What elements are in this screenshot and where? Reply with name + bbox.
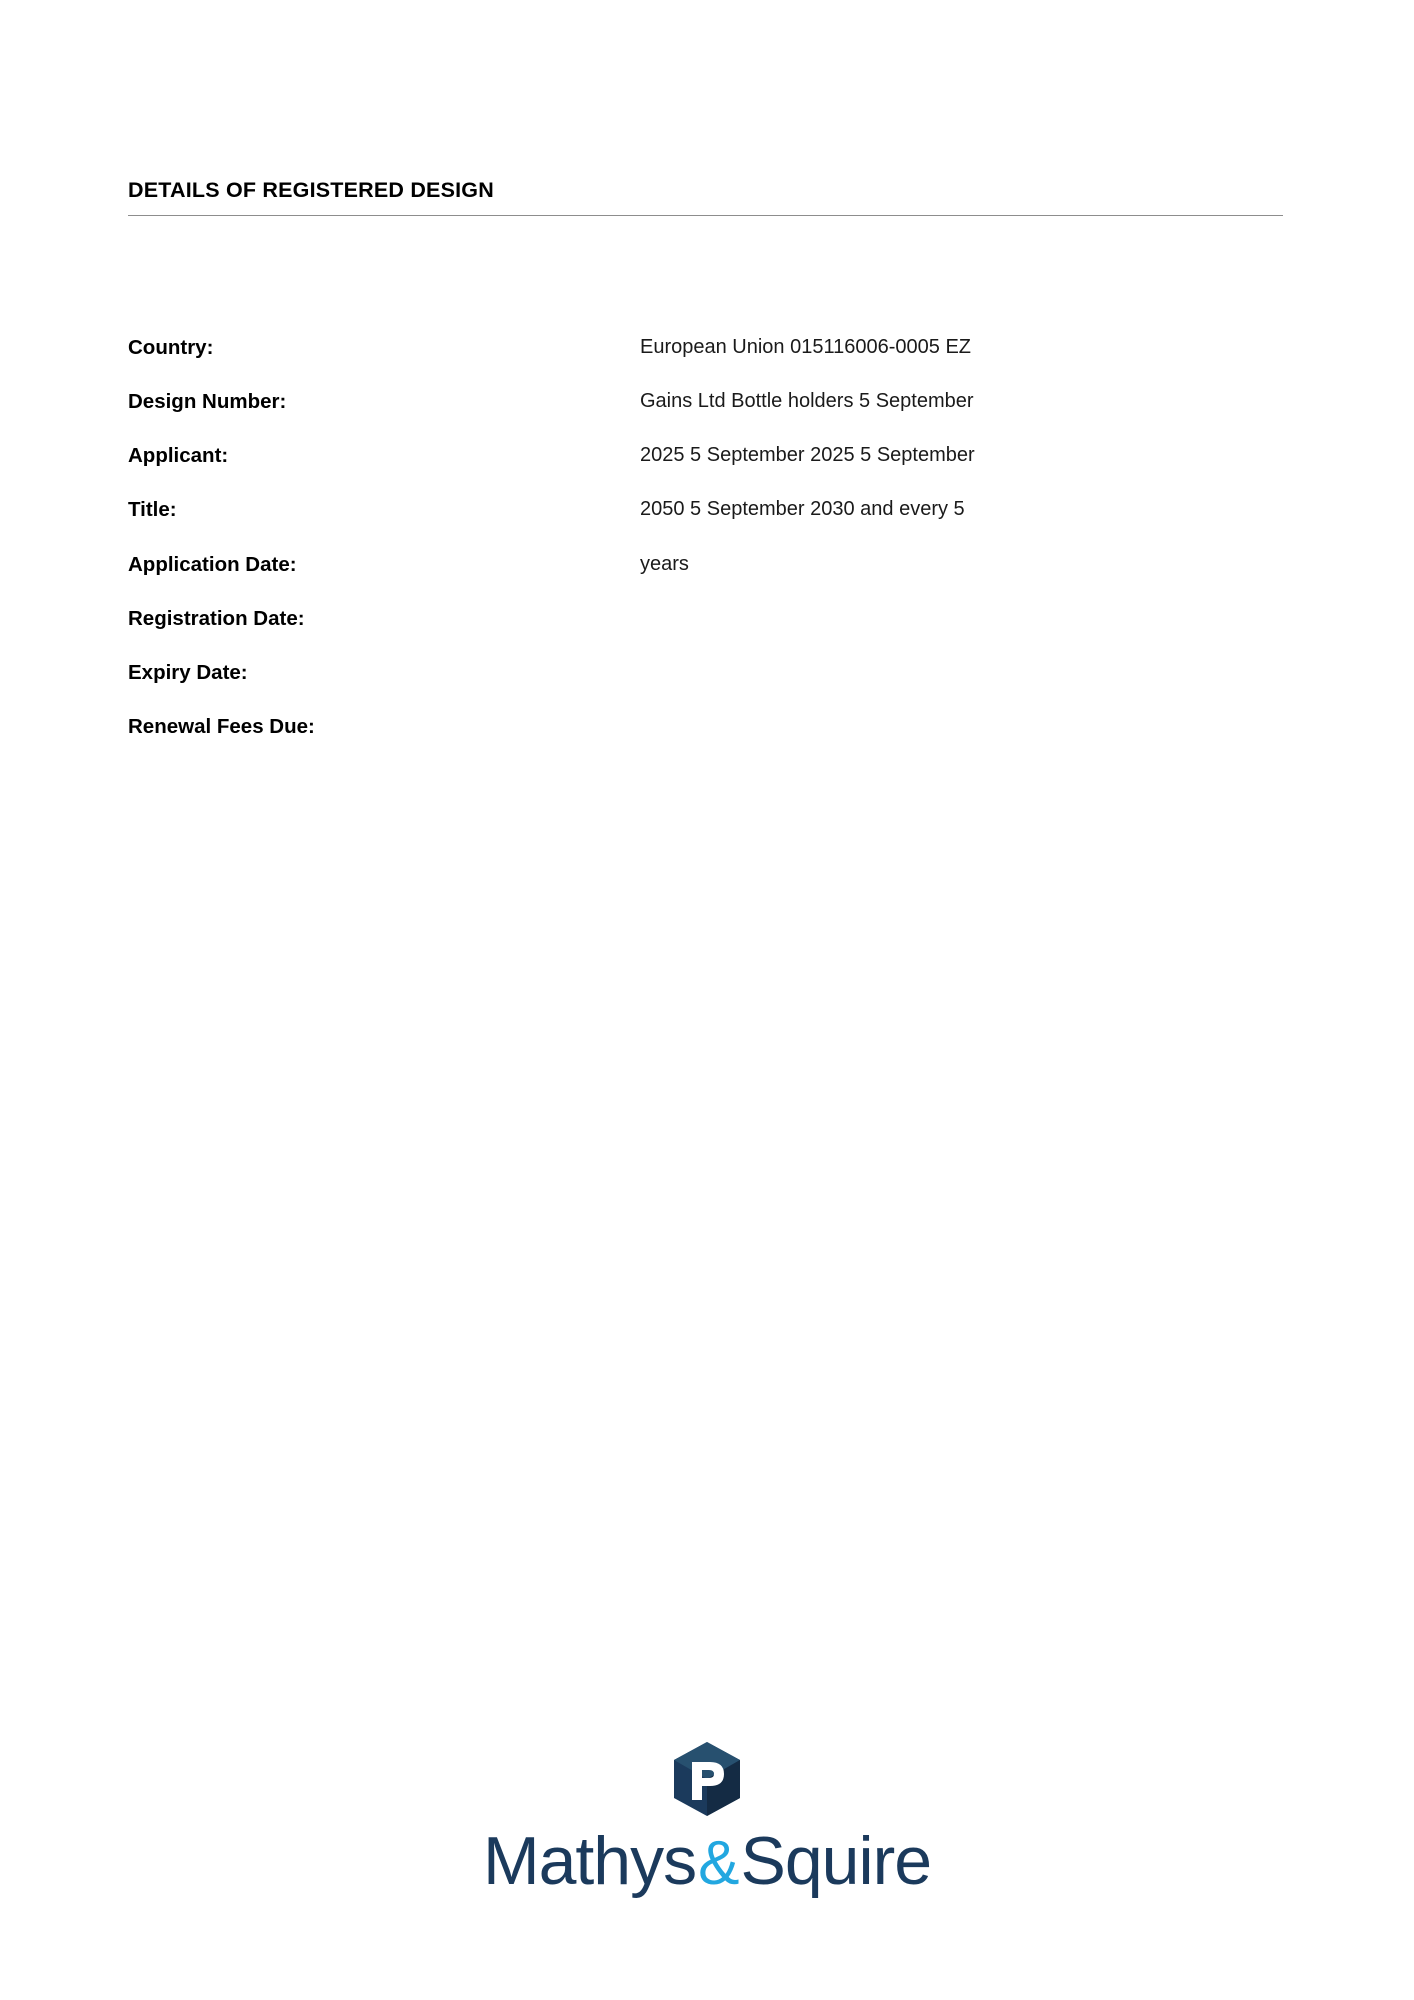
detail-row	[128, 552, 1288, 578]
field-label-renewal-fees-due: Renewal Fees Due:	[128, 714, 315, 738]
registered-design-details	[128, 335, 1288, 768]
field-label-title: Title:	[128, 498, 177, 522]
footer-logo	[0, 1740, 1414, 1900]
field-label-application-date: Application Date:	[128, 552, 297, 576]
field-value-country: European Union 015116006-0005 EZ	[640, 336, 971, 358]
field-value-applicant: 2025 5 September 2025 5 September	[640, 444, 975, 467]
brand-wordmark	[483, 1822, 931, 1900]
field-value-title: 2050 5 September 2030 and every 5	[640, 498, 965, 521]
wordmark-squire: Squire	[740, 1823, 932, 1899]
detail-row	[128, 660, 1288, 686]
page-title: DETAILS OF REGISTERED DESIGN	[128, 178, 1283, 216]
field-value-application-date: years	[640, 552, 689, 575]
wordmark-mathys: Mathys	[482, 1823, 697, 1899]
detail-row	[128, 335, 1288, 361]
cube-logo-icon	[670, 1740, 744, 1818]
detail-row	[128, 389, 1288, 415]
field-label-design-number: Design Number:	[128, 390, 287, 414]
field-label-expiry-date: Expiry Date:	[128, 660, 248, 684]
field-label-country: Country:	[128, 336, 214, 359]
field-label-applicant: Applicant:	[128, 444, 229, 468]
detail-row	[128, 606, 1288, 632]
wordmark-ampersand: &	[698, 1829, 739, 1898]
detail-row	[128, 443, 1288, 469]
field-value-design-number: Gains Ltd Bottle holders 5 September	[640, 390, 974, 413]
detail-row	[128, 714, 1288, 740]
field-label-registration-date: Registration Date:	[128, 606, 305, 630]
detail-row	[128, 497, 1288, 523]
